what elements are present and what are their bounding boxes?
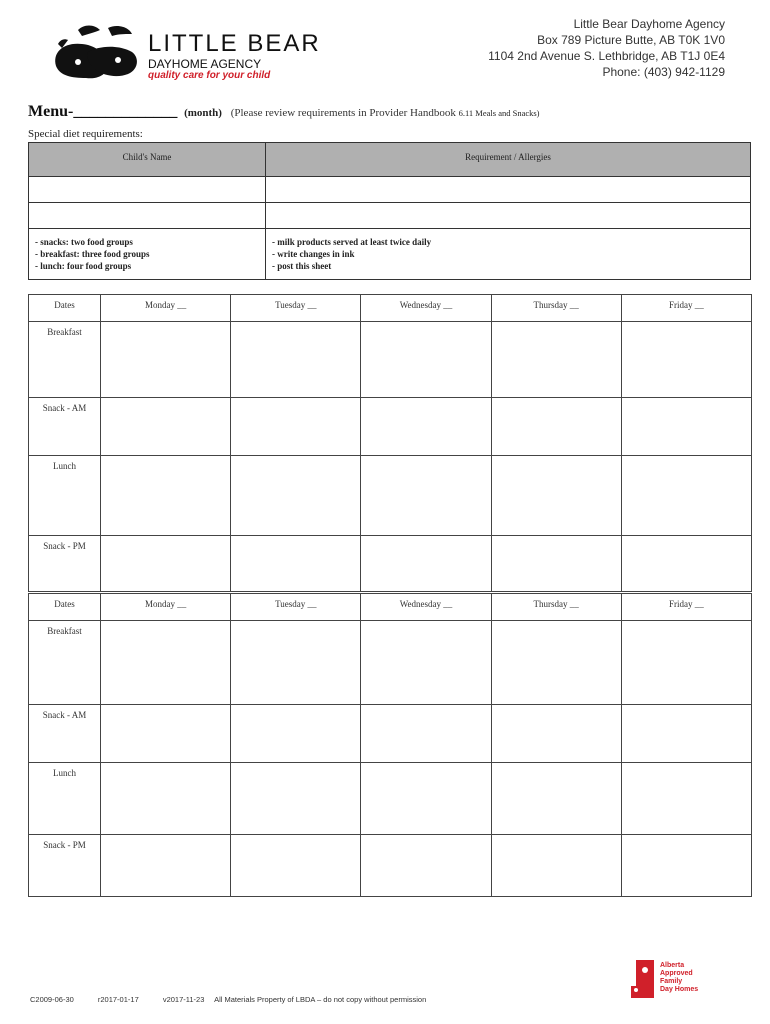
menu-cell[interactable] (101, 705, 231, 763)
food-group-rules (29, 229, 266, 280)
day-header-wednesday: Wednesday __ (361, 295, 491, 322)
requirement-header: Requirement / Allergies (266, 143, 751, 177)
footer-version: v2017-11-23 (162, 995, 205, 1004)
bear-logo-icon (48, 22, 148, 84)
menu-heading (28, 103, 540, 121)
menu-cell[interactable] (491, 456, 621, 536)
menu-cell[interactable] (361, 322, 491, 398)
menu-cell[interactable] (361, 621, 491, 705)
alberta-approved-badge (630, 958, 706, 1004)
logo-title: LITTLE BEAR (148, 30, 321, 57)
special-diet-label: Special diet requirements: (28, 128, 143, 140)
rule-line: - post this sheet (272, 261, 332, 271)
menu-month-label: (month) (184, 107, 222, 119)
menu-cell[interactable] (231, 705, 361, 763)
menu-cell[interactable] (621, 456, 751, 536)
rule-line: - lunch: four food groups (35, 261, 132, 271)
meal-label-lunch: Lunch (29, 763, 101, 835)
menu-cell[interactable] (361, 835, 491, 897)
agency-address-line2: 1104 2nd Avenue S. Lethbridge, AB T1J 0E4 (488, 49, 725, 63)
menu-cell[interactable] (361, 763, 491, 835)
special-diet-table (28, 142, 751, 280)
agency-phone: Phone: (403) 942-1129 (602, 65, 725, 79)
badge-line: Day Homes (660, 986, 699, 993)
meal-label-breakfast: Breakfast (29, 322, 101, 398)
day-header-thursday: Thursday __ (491, 594, 621, 621)
menu-cell[interactable] (491, 763, 621, 835)
child-name-header: Child's Name (29, 143, 266, 177)
meal-label-snack-am: Snack - AM (29, 705, 101, 763)
footer-code: C2009-06-30 (30, 995, 74, 1004)
menu-cell[interactable] (231, 536, 361, 592)
day-header-monday: Monday __ (101, 594, 231, 621)
menu-title: Menu-_____________ (28, 103, 178, 120)
agency-logo (48, 22, 321, 84)
footer-notice: All Materials Property of LBDA – do not copy without permission (214, 995, 427, 1004)
menu-cell[interactable] (361, 705, 491, 763)
menu-cell[interactable] (621, 536, 751, 592)
logo-tagline: quality care for your child (148, 70, 271, 81)
meal-label-snack-am: Snack - AM (29, 398, 101, 456)
day-header-friday: Friday __ (621, 594, 751, 621)
general-rules (266, 229, 751, 280)
dates-header: Dates (29, 295, 101, 322)
agency-name: Little Bear Dayhome Agency (573, 17, 725, 31)
badge-line: Family (660, 978, 683, 985)
dates-header: Dates (29, 594, 101, 621)
menu-cell[interactable] (101, 763, 231, 835)
menu-cell[interactable] (621, 705, 751, 763)
menu-cell[interactable] (621, 398, 751, 456)
badge-text (660, 962, 698, 994)
menu-cell[interactable] (231, 835, 361, 897)
menu-cell[interactable] (101, 456, 231, 536)
menu-cell[interactable] (491, 835, 621, 897)
meal-label-breakfast: Breakfast (29, 621, 101, 705)
requirement-cell[interactable] (266, 177, 751, 203)
rule-line: - snacks: two food groups (35, 237, 133, 247)
logo-subtitle: DAYHOME AGENCY (148, 57, 262, 71)
meal-label-snack-pm: Snack - PM (29, 835, 101, 897)
week-menu-table-2 (28, 593, 752, 897)
footer (30, 995, 448, 1004)
menu-cell[interactable] (621, 835, 751, 897)
menu-cell[interactable] (101, 536, 231, 592)
week-menu-table-1 (28, 294, 752, 592)
agency-address-line1: Box 789 Picture Butte, AB T0K 1V0 (537, 33, 725, 47)
menu-cell[interactable] (491, 398, 621, 456)
day-header-monday: Monday __ (101, 295, 231, 322)
menu-cell[interactable] (361, 456, 491, 536)
menu-cell[interactable] (491, 621, 621, 705)
rule-line: - breakfast: three food groups (35, 249, 150, 259)
child-name-cell[interactable] (29, 203, 266, 229)
requirement-cell[interactable] (266, 203, 751, 229)
menu-cell[interactable] (101, 398, 231, 456)
menu-cell[interactable] (621, 322, 751, 398)
child-name-cell[interactable] (29, 177, 266, 203)
menu-cell[interactable] (101, 835, 231, 897)
menu-note: (Please review requirements in Provider Handbook (230, 107, 456, 119)
menu-cell[interactable] (361, 536, 491, 592)
menu-cell[interactable] (361, 398, 491, 456)
meal-label-snack-pm: Snack - PM (29, 536, 101, 592)
menu-cell[interactable] (231, 322, 361, 398)
menu-cell[interactable] (621, 763, 751, 835)
menu-cell[interactable] (101, 322, 231, 398)
menu-cell[interactable] (491, 322, 621, 398)
day-header-tuesday: Tuesday __ (231, 295, 361, 322)
day-header-wednesday: Wednesday __ (361, 594, 491, 621)
agency-address (488, 16, 725, 80)
footer-revision: r2017-01-17 (97, 995, 139, 1004)
badge-line: Alberta (660, 962, 685, 969)
menu-cell[interactable] (621, 621, 751, 705)
menu-cell[interactable] (231, 398, 361, 456)
menu-cell[interactable] (231, 763, 361, 835)
menu-cell[interactable] (231, 456, 361, 536)
day-header-thursday: Thursday __ (491, 295, 621, 322)
badge-line: Approved (660, 970, 693, 977)
day-header-tuesday: Tuesday __ (231, 594, 361, 621)
menu-cell[interactable] (491, 536, 621, 592)
menu-cell[interactable] (101, 621, 231, 705)
day-header-friday: Friday __ (621, 295, 751, 322)
rule-line: - milk products served at least twice daily (272, 237, 432, 247)
menu-cell[interactable] (491, 705, 621, 763)
family-day-homes-logo-icon (630, 958, 658, 1002)
meal-label-lunch: Lunch (29, 456, 101, 536)
menu-note-section: 6.11 Meals and Snacks) (458, 108, 540, 118)
rule-line: - write changes in ink (272, 249, 355, 259)
menu-cell[interactable] (231, 621, 361, 705)
